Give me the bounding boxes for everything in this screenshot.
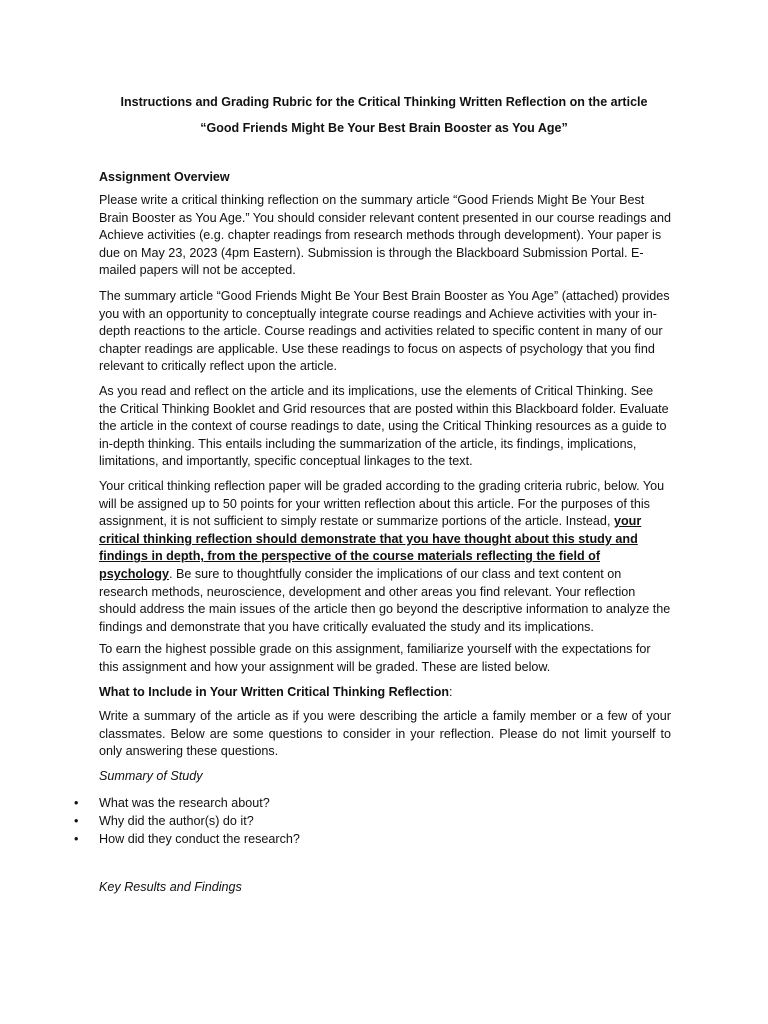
paragraph-critical-thinking: [99, 383, 671, 471]
grading-text-start: Your critical thinking reflection paper will be graded according to the grading criteria rubric, below. You will be assigned up to 50 points for your written reflection about this article. For the purposes of this assignment, it is not sufficient to simply restate or summarize portions of the article. Instead,: [99, 479, 665, 529]
paragraph-grading: [99, 478, 671, 636]
list-item: [74, 794, 300, 812]
include-heading-text: What to Include in Your Written Critical Thinking Reflection: [99, 685, 450, 699]
summary-of-study-heading: Summary of Study: [99, 769, 203, 783]
list-item: [74, 812, 300, 830]
paragraph-text: To earn the highest possible grade on this assignment, familiarize yourself with the expectations for this assignment and how your assignment will be graded. These are listed below.: [99, 642, 651, 674]
document-title-line1: Instructions and Grading Rubric for the Critical Thinking Written Reflection on the article: [120, 95, 648, 109]
paragraph-text: As you read and reflect on the article and its implications, use the elements of Critical Thinking. See the Critical Thinking Booklet and Grid resources that are posted within this Blackboard folder. Evaluate the article in the context of course readings to date, using the Critical Thinking resources as a guide to in-depth thinking. This entails including the summarization of the article, its findings, implications, limitations, and importantly, specific conceptual linkages to the text.: [99, 384, 669, 469]
paragraph-text: Write a summary of the article as if you were describing the article a family member or a few of your classmates. Below are some questions to consider in your reflection. Please do not limit yourself to only answering these questions.: [99, 709, 671, 759]
include-heading: [99, 685, 453, 699]
bullet-icon: •: [74, 796, 79, 810]
list-item: [74, 830, 300, 848]
key-results-heading: Key Results and Findings: [99, 880, 242, 894]
grading-emphasis: your critical thinking reflection should demonstrate that you have thought about this study and findings in depth, from the perspective of the course materials reflecting the field of psychology: [99, 514, 642, 581]
summary-question-list: [74, 794, 300, 848]
paragraph-expectations: [99, 641, 671, 676]
list-item-text: How did they conduct the research?: [99, 832, 300, 846]
paragraph-text: Please write a critical thinking reflection on the summary article “Good Friends Might Be Your Best Brain Booster as You Age.” You should consider relevant content presented in our course readings and Achieve activities (e.g. chapter readings from research methods through development). Your paper is due on May 23, 2023 (4pm Eastern). Submission is through the Blackboard Submission Portal. E-mailed papers will not be accepted.: [99, 193, 672, 278]
overview-heading: Assignment Overview: [99, 170, 230, 184]
bullet-icon: •: [74, 814, 79, 828]
document-title-line2: “Good Friends Might Be Your Best Brain Booster as You Age”: [200, 121, 568, 135]
paragraph-overview: [99, 192, 671, 280]
bullet-icon: •: [74, 832, 79, 846]
paragraph-article-summary: [99, 288, 671, 376]
include-heading-colon: :: [449, 685, 453, 699]
list-item-text: What was the research about?: [99, 796, 270, 810]
paragraph-text: The summary article “Good Friends Might Be Your Best Brain Booster as You Age” (attached) provides you with an opportunity to conceptually integrate course readings and Achieve activities with your in-depth reactions to the article. Course readings and activities related to specific content in many of our chapter readings are applicable. Use these readings to focus on aspects of psychology that you find relevant to critically reflect upon the article.: [99, 289, 670, 374]
paragraph-summary-instructions: [99, 708, 671, 761]
grading-text-end: . Be sure to thoughtfully consider the implications of our class and text content on research methods, neuroscience, development and other areas you find relevant. Your reflection should address the main issues of the article then go beyond the descriptive information to analyze the findings and demonstrate that you have critically evaluated the study and its implications.: [99, 566, 671, 634]
list-item-text: Why did the author(s) do it?: [99, 814, 254, 828]
